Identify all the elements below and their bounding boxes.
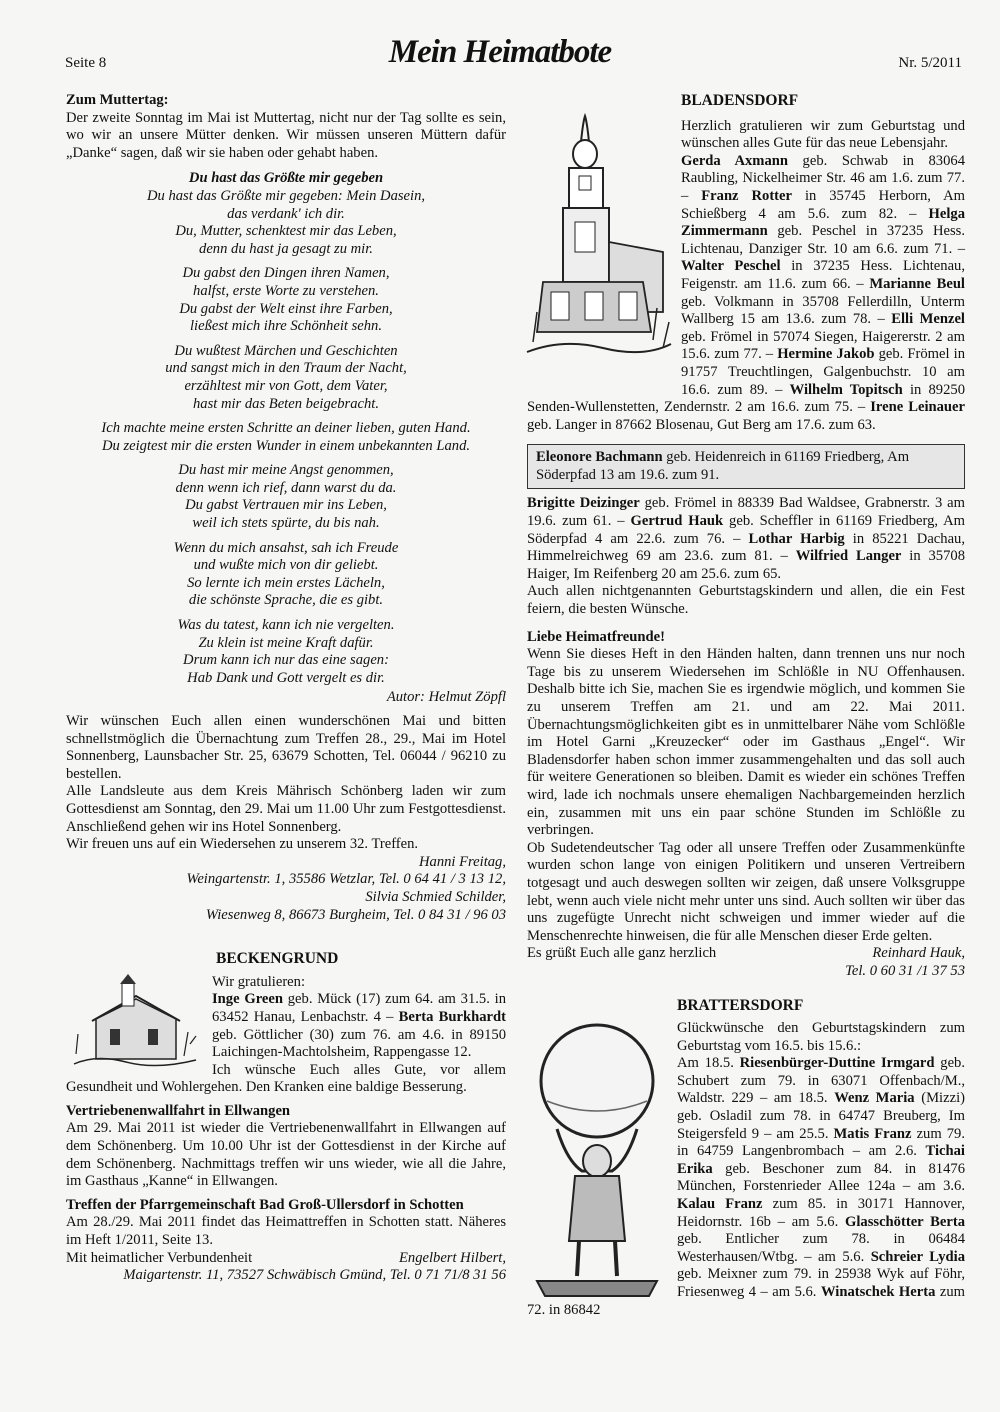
person-name: Brigitte Deizinger <box>527 495 640 512</box>
poem-stanza <box>66 343 506 413</box>
person-name: Matis Franz <box>833 1125 912 1142</box>
poem-line: Du hast mir meine Angst genommen, <box>178 462 394 479</box>
poem-line: weil ich stets spürte, du bis nah. <box>192 515 380 532</box>
highlight-box <box>527 444 965 489</box>
person-details: in 35708 Haiger, Im Reifenberg 20 am 25.6. zum 65. <box>527 548 965 582</box>
person-details: in 37235 Hess. Lichtenau, Feigenstr. am 11.6. zum 66. – <box>681 258 965 292</box>
person-details: geb. Volkmann in 35708 Fellerdilln, Unterm Wallberg 15 am 13.6. zum 78. – <box>681 293 965 328</box>
poem-line: Du gabst der Welt einst ihre Farben, <box>179 300 393 317</box>
signature-name: Silvia Schmied Schilder, <box>365 888 506 905</box>
person-name: Riesenbürger-Duttine Irmgard <box>739 1055 935 1072</box>
signature-name: Engelbert Hilbert, <box>398 1249 506 1266</box>
person-name: Winatschek Herta <box>820 1284 936 1300</box>
person-details: geb. Göttlicher (30) zum 76. am 4.6. in 89150 Laichingen-Machtolsheim, Rappengasse 12. <box>212 1026 506 1061</box>
poem-line: Zu klein ist meine Kraft dafür. <box>198 634 374 651</box>
poem-stanza <box>66 540 506 610</box>
person-details: geb. Scheffler in 61169 Friedberg, Am Söderpfad 4 am 22.6. zum 76. – <box>527 513 966 547</box>
signature-name: Hanni Freitag, <box>418 853 506 870</box>
poem-line: ließest mich ihre Schönheit sehn. <box>190 318 382 335</box>
person-details: geb. Schubert zum 79. in 63071 Offenbach/M., Waldstr. 229 – am 18.5. <box>677 1055 965 1107</box>
poem <box>66 188 506 687</box>
poem-line: die schönste Sprache, die es gibt. <box>188 592 384 609</box>
signature-name: Reinhard Hauk, <box>872 945 965 962</box>
date-prefix: Am 18.5. <box>677 1055 740 1072</box>
freunde-greeting: Es grüßt Euch alle ganz herzlich <box>527 945 717 962</box>
poem-line: Du zeigtest mir die ersten Wunder in einem unbekannten Land. <box>101 437 471 454</box>
person-details: in 85221 Dachau, Himmelreichweg 69 am 23.6. zum 81. – <box>527 530 966 565</box>
beckengrund-wish: Ich wünsche Euch alles Gute, vor allem Gesundheit und Wohlergehen. Den Kranken eine baldige Besserung. <box>66 1061 506 1096</box>
poem-stanza <box>66 265 506 335</box>
person-name: Wilfried Langer <box>795 548 902 565</box>
signature-address: Maigartenstr. 11, 73527 Schwäbisch Gmünd, Tel. 0 71 71/8 31 56 <box>123 1267 506 1284</box>
person-details: geb. Frömel in 57074 Siegen, Haigererstr. 2 am 15.6. zum 77. – <box>681 328 965 363</box>
left-column <box>66 92 506 1285</box>
person-details: geb. Beschoner zum 84. in 81476 München, Forstenrieder Allee 124a – am 3.6. <box>677 1160 965 1195</box>
freunde-heading: Liebe Heimatfreunde! <box>527 628 665 645</box>
treffen-text: Wir wünschen Euch allen einen wunderschönen Mai und bitten schnellstmöglich die Übernachtung zum Treffen 28., 29., Mai im Hotel Sonnenberg, Launsbacher Str. 25, 63679 Schotten, Tel. 06044 / 96210 zu bestellen. <box>66 713 506 782</box>
person-details: geb. Mück (17) zum 64. am 31.5. in 63452 Hanau, Lenbachstr. 4 – <box>212 991 506 1025</box>
signature-address: Wiesenweg 8, 86673 Burgheim, Tel. 0 84 31 / 96 03 <box>205 906 506 923</box>
person-name: Hermine Jakob <box>777 346 875 363</box>
right-column <box>527 92 965 1319</box>
bladensdorf-closing: Auch allen nichtgenannten Geburtstagskindern und allen, die ein Fest feiern, die besten Wünsche. <box>527 583 965 618</box>
person-name: Helga Zimmermann <box>681 205 965 240</box>
poem-line: Was du tatest, kann ich nie vergelten. <box>177 617 395 634</box>
poem-line: und sangst mich in den Traum der Nacht, <box>165 360 407 377</box>
pfarr-greeting: Mit heimatlicher Verbundenheit <box>66 1249 253 1266</box>
person-name: Kalau Franz <box>677 1196 763 1213</box>
person-name: Lothar Harbig <box>748 530 845 547</box>
person-name: Eleonore Bachmann <box>536 449 663 466</box>
poem-line: Ich machte meine ersten Schritte an deiner lieben, guten Hand. <box>101 420 471 437</box>
person-name: Berta Burkhardt <box>398 1008 506 1025</box>
beckengrund-intro: Wir gratulieren: <box>212 973 306 990</box>
muttertag-text: Der zweite Sonntag im Mai ist Muttertag, nicht nur der Tag sollte es sein, wo wir an unsere Mütter denken. Wir müssen unseren Müttern dafür „Danke“ sagen, daß wir sie haben oder gehabt haben. <box>66 109 506 161</box>
wallfahrt-text: Am 29. Mai 2011 ist wieder die Vertriebenenwallfahrt in Ellwangen auf dem Schönenberg. Um 10.00 Uhr ist der Gottesdienst in der Kirche auf dem Schönenberg. Nachmittags treffen wir uns wieder, wie all die Jahre, im Gasthaus „Kanne“ in Ellwangen. <box>66 1120 506 1190</box>
bladensdorf-intro: Herzlich gratulieren wir zum Geburtstag und wünschen alles Gute für das neue Lebensjahr. <box>681 117 965 152</box>
person-name: Wilhelm Topitsch <box>789 381 903 398</box>
person-details: zum 79. in 64759 Langenbrombach – am 2.6. <box>677 1125 965 1160</box>
person-details: geb. Langer in 87662 Blosenau, Gut Berg am 17.6. zum 63. <box>527 416 876 433</box>
poem-stanza <box>66 188 506 258</box>
wallfahrt-heading: Vertriebenenwallfahrt in Ellwangen <box>66 1102 291 1119</box>
person-details: in 35745 Herborn, Am Schießberg 4 am 5.6. zum 82. – <box>681 187 965 222</box>
poem-line: und wußte mich von dir geliebt. <box>193 557 379 574</box>
brattersdorf-heading: BRATTERSDORF <box>677 996 804 1014</box>
beckengrund-heading: BECKENGRUND <box>216 950 339 968</box>
poem-line: Drum kann ich nur das eine sagen: <box>183 652 389 669</box>
poem-stanza <box>66 462 506 532</box>
treffen-text: Wir freuen uns auf ein Wiedersehen zu unserem 32. Treffen. <box>66 836 419 853</box>
bladensdorf-heading: BLADENSDORF <box>681 92 799 109</box>
poem-line: das verdank' ich dir. <box>227 205 345 222</box>
poem-line: Du gabst Vertrauen mir ins Leben, <box>185 497 387 514</box>
poem-line: erzähltest mir von Gott, dem Vater, <box>184 377 388 394</box>
poem-line: denn du hast ja gesagt zu mir. <box>199 240 373 257</box>
issue-number: Nr. 5/2011 <box>898 55 962 71</box>
person-name: Walter Peschel <box>681 258 781 275</box>
poem-line: Du hast das Größte mir gegeben: Mein Dasein, <box>146 187 426 204</box>
muttertag-heading: Zum Muttertag: <box>66 92 169 108</box>
person-details: geb. Frömel in 88339 Bad Waldsee, Grabnerstr. 3 am 19.6. zum 61. – <box>527 495 965 530</box>
person-details: geb. Meixner zum 79. in 25938 Wyk auf Föhr, Friesenweg 4 – am 5.6. <box>677 1266 965 1300</box>
freunde-text: Wenn Sie dieses Heft in den Händen halten, dann trennen uns nur noch Tage bis zu unserem Wiedersehen im Schlößle in NU Offenhausen. Deshalb bitte ich Sie, machen Sie es irgendwie möglich, und kommen Sie zu unserem Treffen am 21. und am 22. Mai 2011. Übernachtungsmöglichkeiten gibt es in unmittelbarer Nähe vom Schlößle im Hotel Garni „Kreuzecker“ oder im Gasthaus „Engel“. Wir Bladensdorfer haben schon immer zusammengehalten und das soll auch für weitere Generationen so bleiben. Damit es wieder ein schönes Treffen wird, lade ich nochmals unsere ehemaligen Nachbargemeinden herzlich ein, zusammen mit uns ein paar schöne Stunden im Schlößle zu verbringen. <box>527 646 965 839</box>
person-name: Elli Menzel <box>891 311 965 328</box>
person-details: geb. Heidenreich in 61169 Friedberg, Am Söderpfad 13 am 19.6. zum 91. <box>536 449 910 483</box>
atlas-statue-illustration <box>527 1011 667 1301</box>
person-name: Gertrud Hauk <box>630 513 724 530</box>
poem-stanza <box>66 617 506 687</box>
person-details: in 89250 Senden-Wullenstetten, Zendernstr. 2 am 16.6. zum 75. – <box>527 381 965 416</box>
poem-stanza <box>66 420 506 455</box>
treffen-text: Alle Landsleute aus dem Kreis Mährisch Schönberg laden wir zum Gottesdienst am Sonntag, den 29. Mai um 11.00 Uhr zum Festgottesdienst. Anschließend gehen wir ins Hotel Sonnenberg. <box>66 783 506 835</box>
person-name: Gerda Axmann <box>681 152 788 169</box>
poem-title: Du hast das Größte mir gegeben <box>188 170 384 187</box>
poem-line: So lernte ich mein erstes Lächeln, <box>187 574 385 591</box>
pfarr-text: Am 28./29. Mai 2011 findet das Heimattreffen in Schotten statt. Näheres im Heft 1/2011, Seite 13. <box>66 1214 506 1249</box>
page-number: Seite 8 <box>65 55 107 71</box>
person-name: Glasschötter Berta <box>845 1213 965 1230</box>
church-illustration <box>523 112 673 382</box>
person-details: geb. Schwab in 83064 Raubling, Nickelheimer Str. 46 am 1.6. zum 77. – <box>681 152 965 204</box>
poem-line: Wenn du mich ansahst, sah ich Freude <box>173 539 399 556</box>
poem-line: Du, Mutter, schenktest mir das Leben, <box>175 223 397 240</box>
person-name: Schreier Lydia <box>870 1248 965 1265</box>
poem-line: denn wenn ich rief, dann warst du da. <box>175 479 397 496</box>
person-details: geb. Peschel in 37235 Hess. Lichtenau, Danziger Str. 10 am 6.6. zum 71. – <box>681 223 965 257</box>
person-name: Franz Rotter <box>701 187 792 204</box>
person-details: zum 72. in 86842 <box>527 1284 965 1318</box>
chapel-illustration <box>66 974 206 1074</box>
signature-address: Weingartenstr. 1, 35586 Wetzlar, Tel. 0 64 41 / 3 13 12, <box>186 871 506 888</box>
signature-phone: Tel. 0 60 31 /1 37 53 <box>845 962 965 979</box>
poem-line: Du gabst den Dingen ihren Namen, <box>182 265 390 282</box>
poem-line: hast mir das Beten beigebracht. <box>192 395 380 412</box>
poem-line: Hab Dank und Gott vergelt es dir. <box>187 669 385 686</box>
person-details: (Mizzi) geb. Osladil zum 78. in 64747 Breuberg, Im Steigersfeld 9 – am 25.5. <box>677 1090 965 1142</box>
brattersdorf-intro: Glückwünsche den Geburtstagskindern zum Geburtstag vom 16.5. bis 15.6.: <box>677 1020 965 1054</box>
person-details: zum 85. in 30171 Hannover, Heidornstr. 16b – am 5.6. <box>677 1196 965 1230</box>
person-name: Marianne Beul <box>869 275 965 292</box>
person-name: Irene Leinauer <box>870 399 965 416</box>
pfarr-heading: Treffen der Pfarrgemeinschaft Bad Groß-Ullersdorf in Schotten <box>66 1196 464 1213</box>
person-details: geb. Frömel in 91757 Treuchtlingen, Galgenbuchstr. 10 am 16.6. zum 89. – <box>681 346 965 398</box>
person-name: Tichai Erika <box>677 1143 965 1177</box>
freunde-text: Ob Sudetendeutscher Tag oder all unsere Treffen oder Zusammenkünfte wurden schon lange von einigen Politikern und unseren Vertreibern totgesagt und auch deswegen sollten wir zeigen, daß unsere Volksgruppe lebt, wenn auch viele nicht mehr unter uns sind. Auch sollten wir über das uns zugefügte Unrecht nicht schweigen und immer wieder auf die Menschenrechte hinweisen, die für alle Menschen dieser Erde gelten. <box>527 839 965 944</box>
poem-line: halfst, erste Worte zu verstehen. <box>193 282 379 299</box>
poem-line: Du wußtest Märchen und Geschichten <box>174 342 398 359</box>
person-details: geb. Entlicher zum 78. in 06484 Westerhausen/Wtbg. – am 5.6. <box>677 1231 965 1265</box>
poem-author: Autor: Helmut Zöpfl <box>386 689 506 706</box>
person-name: Inge Green <box>212 991 283 1008</box>
person-name: Wenz Maria <box>834 1090 915 1107</box>
masthead-title: Mein Heimatbote <box>388 34 612 70</box>
